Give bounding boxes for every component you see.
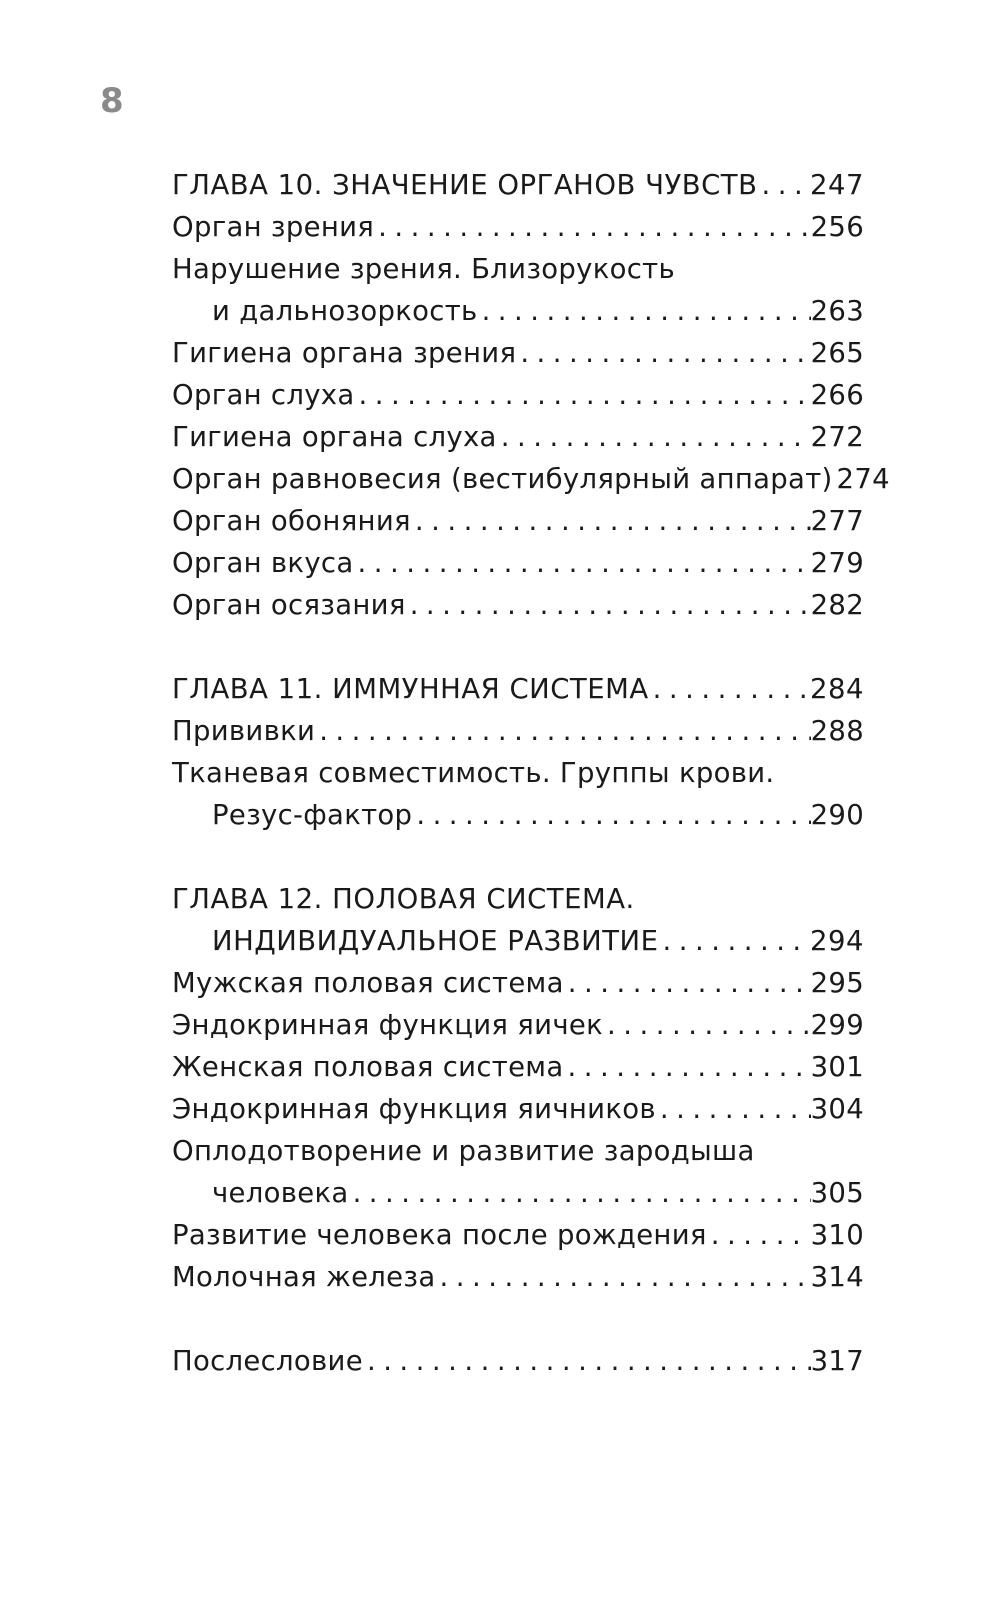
dot-leader xyxy=(757,164,810,206)
toc-entry[interactable] xyxy=(172,1256,864,1298)
dot-leader xyxy=(363,1340,811,1382)
toc-line xyxy=(172,164,864,206)
toc-section xyxy=(172,1340,864,1382)
dot-leader xyxy=(411,500,811,542)
entry-title: ГЛАВА 11. ИММУННАЯ СИСТЕМА xyxy=(172,673,649,705)
entry-title: Орган слуха xyxy=(172,379,355,411)
dot-leader xyxy=(374,206,810,248)
entry-title: Резус-фактор xyxy=(212,799,413,831)
toc-section xyxy=(172,164,890,626)
entry-title: Эндокринная функция яичников xyxy=(172,1093,656,1125)
entry-page-number: 272 xyxy=(810,421,864,453)
entry-title: ГЛАВА 12. ПОЛОВАЯ СИСТЕМА. xyxy=(172,883,635,915)
entry-title: Нарушение зрения. Близорукость xyxy=(172,253,676,285)
entry-page-number: 266 xyxy=(810,379,864,411)
toc-line xyxy=(172,962,864,1004)
toc-entry[interactable] xyxy=(172,752,864,836)
chapter-entry[interactable] xyxy=(172,878,864,962)
entry-page-number: 299 xyxy=(810,1009,864,1041)
toc-line xyxy=(172,1004,864,1046)
entry-title: Развитие человека после рождения xyxy=(172,1219,707,1251)
entry-title: и дальнозоркость xyxy=(212,295,478,327)
entry-title: Оплодотворение и развитие зародыша xyxy=(172,1135,755,1167)
dot-leader xyxy=(412,794,810,836)
toc-line xyxy=(172,206,864,248)
toc-line xyxy=(172,1256,864,1298)
entry-title: Орган равновесия (вестибулярный аппарат) xyxy=(172,463,833,495)
dot-leader xyxy=(406,584,811,626)
entry-page-number: 304 xyxy=(810,1093,864,1125)
toc-entry[interactable] xyxy=(172,962,864,1004)
toc-entry[interactable] xyxy=(172,458,890,500)
entry-page-number: 310 xyxy=(810,1219,864,1251)
toc-entry[interactable] xyxy=(172,542,864,584)
entry-page-number: 284 xyxy=(810,673,864,705)
entry-page-number: 301 xyxy=(810,1051,864,1083)
entry-title: Женская половая система xyxy=(172,1051,564,1083)
toc-entry[interactable] xyxy=(172,1004,864,1046)
entry-page-number: 279 xyxy=(810,547,864,579)
toc-line xyxy=(172,332,864,374)
entry-page-number: 247 xyxy=(810,169,864,201)
dot-leader xyxy=(435,1256,810,1298)
entry-title: Орган зрения xyxy=(172,211,375,243)
entry-title: человека xyxy=(212,1177,349,1209)
toc-line xyxy=(172,1088,864,1130)
toc-line xyxy=(172,1214,864,1256)
dot-leader xyxy=(315,710,810,752)
dot-leader xyxy=(563,1046,810,1088)
dot-leader xyxy=(656,1088,811,1130)
entry-page-number: 295 xyxy=(810,967,864,999)
toc-line xyxy=(172,1130,864,1172)
toc-line xyxy=(172,1172,864,1214)
entry-page-number: 263 xyxy=(810,295,864,327)
toc-entry[interactable] xyxy=(172,332,864,374)
toc-entry[interactable] xyxy=(172,206,864,248)
toc-section xyxy=(172,668,864,836)
toc-line xyxy=(172,794,864,836)
toc-line xyxy=(172,416,864,458)
toc-entry[interactable] xyxy=(172,1340,864,1382)
toc-entry[interactable] xyxy=(172,248,864,332)
page-number: 8 xyxy=(100,81,124,121)
entry-title: Эндокринная функция яичек xyxy=(172,1009,603,1041)
toc-entry[interactable] xyxy=(172,374,864,416)
toc-entry[interactable] xyxy=(172,1088,864,1130)
entry-page-number: 277 xyxy=(810,505,864,537)
toc-line xyxy=(172,542,864,584)
chapter-entry[interactable] xyxy=(172,164,864,206)
entry-page-number: 294 xyxy=(810,925,864,957)
toc-entry[interactable] xyxy=(172,584,864,626)
toc-line xyxy=(172,374,864,416)
dot-leader xyxy=(564,962,811,1004)
table-of-contents xyxy=(172,164,890,1424)
toc-line xyxy=(172,290,864,332)
dot-leader xyxy=(355,374,811,416)
entry-title: Прививки xyxy=(172,715,316,747)
entry-page-number: 274 xyxy=(836,463,890,495)
entry-page-number: 314 xyxy=(810,1261,864,1293)
entry-page-number: 288 xyxy=(810,715,864,747)
toc-entry[interactable] xyxy=(172,1046,864,1088)
toc-line xyxy=(172,248,864,290)
toc-entry[interactable] xyxy=(172,416,864,458)
dot-leader xyxy=(603,1004,811,1046)
toc-line xyxy=(172,1340,864,1382)
entry-title: Орган обоняния xyxy=(172,505,411,537)
toc-section xyxy=(172,878,864,1298)
toc-entry[interactable] xyxy=(172,1130,864,1214)
dot-leader xyxy=(354,542,811,584)
entry-title: Гигиена органа зрения xyxy=(172,337,517,369)
toc-line xyxy=(172,878,864,920)
entry-title: Послесловие xyxy=(172,1345,363,1377)
toc-line xyxy=(172,668,864,710)
entry-title: Молочная железа xyxy=(172,1261,436,1293)
dot-leader xyxy=(649,668,810,710)
entry-page-number: 282 xyxy=(810,589,864,621)
entry-title: Орган вкуса xyxy=(172,547,354,579)
entry-page-number: 256 xyxy=(810,211,864,243)
entry-title: ГЛАВА 10. ЗНАЧЕНИЕ ОРГАНОВ ЧУВСТВ xyxy=(172,169,758,201)
toc-line xyxy=(172,920,864,962)
toc-entry[interactable] xyxy=(172,710,864,752)
toc-line xyxy=(172,584,864,626)
entry-page-number: 265 xyxy=(810,337,864,369)
toc-entry[interactable] xyxy=(172,500,864,542)
dot-leader xyxy=(659,920,811,962)
chapter-entry[interactable] xyxy=(172,668,864,710)
toc-line xyxy=(172,458,890,500)
toc-line xyxy=(172,752,864,794)
dot-leader xyxy=(707,1214,811,1256)
dot-leader xyxy=(516,332,810,374)
toc-line xyxy=(172,710,864,752)
entry-title: Тканевая совместимость. Группы крови. xyxy=(172,757,775,789)
toc-line xyxy=(172,500,864,542)
toc-entry[interactable] xyxy=(172,1214,864,1256)
dot-leader xyxy=(349,1172,811,1214)
entry-page-number: 290 xyxy=(810,799,864,831)
dot-leader xyxy=(478,290,811,332)
entry-page-number: 317 xyxy=(810,1345,864,1377)
entry-title: Мужская половая система xyxy=(172,967,564,999)
entry-page-number: 305 xyxy=(810,1177,864,1209)
toc-line xyxy=(172,1046,864,1088)
entry-title: Орган осязания xyxy=(172,589,406,621)
entry-title: ИНДИВИДУАЛЬНОЕ РАЗВИТИЕ xyxy=(212,925,659,957)
entry-title: Гигиена органа слуха xyxy=(172,421,497,453)
dot-leader xyxy=(497,416,811,458)
